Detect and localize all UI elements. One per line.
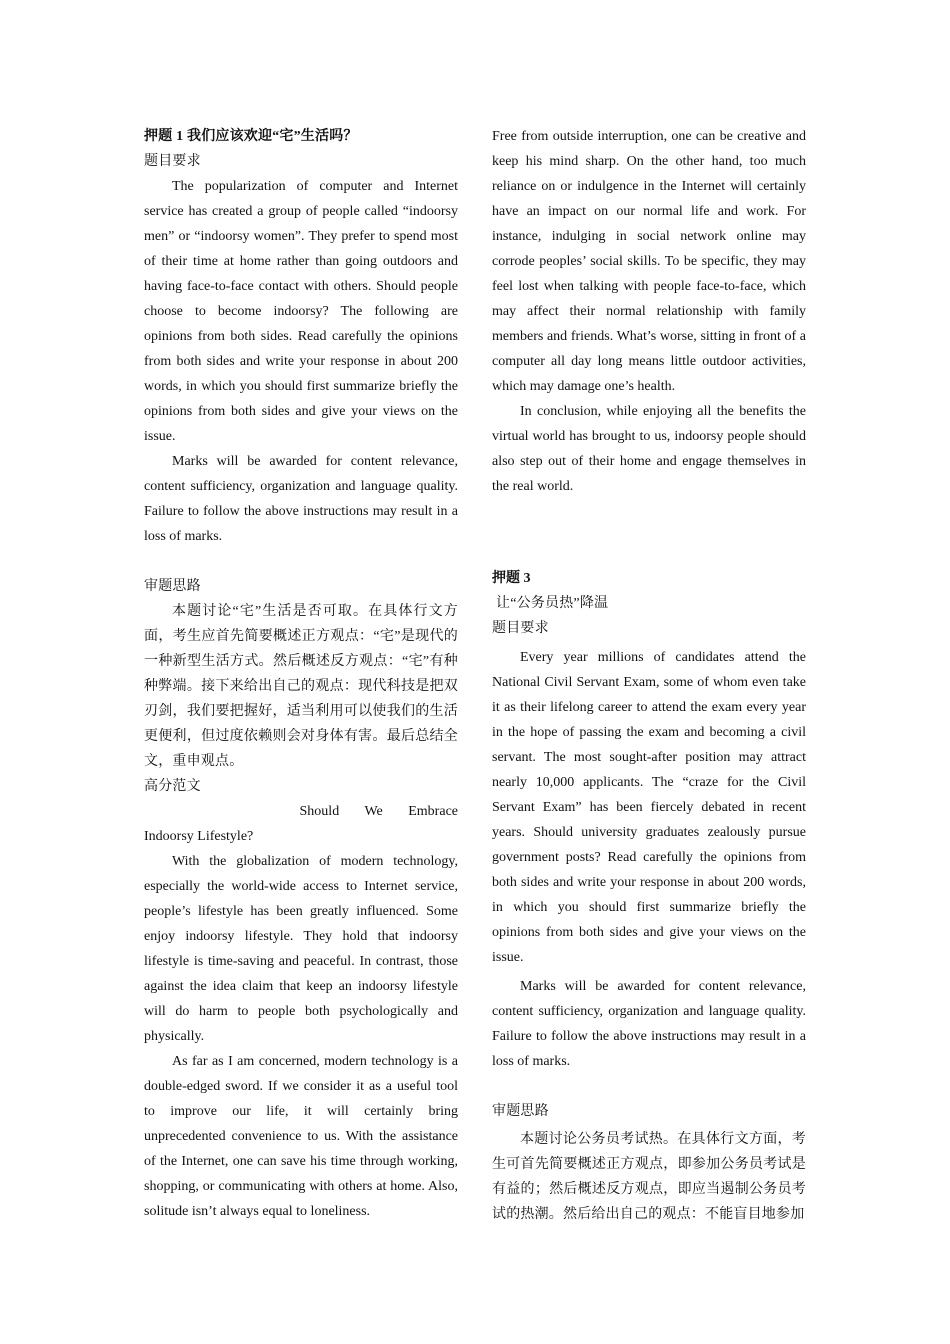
analysis-label: 审题思路 [492,1104,549,1119]
requirements-paragraph: Every year millions of candidates attend the National Civil Servant Exam, some of whom even take it as their lifelong career to attend the exam every year in the hope of passing the exam and becoming a civil servant. The most sought-after position may attract nearly 10,000 applicants. The “craze for the Civil Servant Exam” has been fiercely debated in recent years. Should university graduates zealously pursue government posts? Read carefully the opinions from both sides and write your response in about 200 words, in which you should first summarize briefly the opinions from both sides and give your views on the issue. [492,650,806,965]
marks-paragraph: Marks will be awarded for content relevance, content sufficiency, organization and language quality. Failure to follow the above instructions may result in a loss of marks. [144,454,458,544]
essay-continuation: Free from outside interruption, one can be creative and keep his mind sharp. On the other hand, too much reliance on or indulgence in the Internet will certainly have an impact on our normal life and work. For instance, indulging in social network online may corrode peoples’ social skills. To be specific, they may feel lost when talking with people face-to-face, which may affect their normal relationship with family members and friends. What’s worse, sitting in front of a computer all day long means little outdoor activities, which may damage one’s health. [492,129,806,394]
section-subtitle-3: 让“公务员热”降温 [496,596,609,611]
right-column [492,124,806,1227]
essay-title-line-2: Indoorsy Lifestyle? [144,829,254,844]
essay-title-a: Should We Embrace [299,804,458,819]
requirements-label: 题目要求 [492,621,549,636]
section-title-1: 押题 1 我们应该欢迎“宅”生活吗？ [144,129,358,144]
essay-paragraph-2: As far as I am concerned, modern technology is a double-edged sword. If we consider it as a useful tool to improve our life, it will certainly bring unprecedented convenience to us. With the assistance of the Internet, one can save his time through working, shopping, or communicating with others at home. Also, solitude isn’t always equal to loneliness. [144,1054,458,1219]
essay-conclusion: In conclusion, while enjoying all the benefits the virtual world has brought to us, indoorsy people should also step out of their home and engage themselves in the real world. [492,404,806,494]
analysis-paragraph: 本题讨论“宅”生活是否可取。在具体行文方面，考生应首先简要概述正方观点：“宅”是现代的一种新型生活方式。然后概述反方观点：“宅”有种种弊端。接下来给出自己的观点：现代科技是把双刃剑，我们要把握好，适当利用可以使我们的生活更便利，但过度依赖则会对身体有害。最后总结全文，重申观点。 [144,604,458,769]
essay-title-line-1 [144,799,458,824]
marks-paragraph: Marks will be awarded for content relevance, content sufficiency, organization and language quality. Failure to follow the above instructions may result in a loss of marks. [492,979,806,1069]
requirements-paragraph: The popularization of computer and Internet service has created a group of people called “indoorsy men” or “indoorsy women”. They prefer to spend most of their time at home rather than going outdoors and having face-to-face contact with others. Should people choose to become indoorsy? The following are opinions from both sides. Read carefully the opinions from both sides and write your response in about 200 words, in which you should first summarize briefly the opinions from both sides and give your views on the issue. [144,179,458,444]
analysis-paragraph: 本题讨论公务员考试热。在具体行文方面，考生可首先简要概述正方观点，即参加公务员考试是有益的；然后概述反方观点，即应当遏制公务员考试的热潮。然后给出自己的观点：不能盲目地参加 [492,1132,806,1222]
analysis-label: 审题思路 [144,579,201,594]
requirements-label: 题目要求 [144,154,201,169]
section-title-3: 押题 3 [492,571,531,586]
left-column [144,124,458,1224]
sample-essay-label: 高分范文 [144,779,201,794]
essay-paragraph-1: With the globalization of modern technology, especially the world-wide access to Internet service, people’s lifestyle has been greatly influenced. Some enjoy indoorsy lifestyle. They hold that indoorsy lifestyle is time-saving and peaceful. In contrast, those against the idea claim that keep an indoorsy lifestyle will do harm to people both psychologically and physically. [144,854,458,1044]
